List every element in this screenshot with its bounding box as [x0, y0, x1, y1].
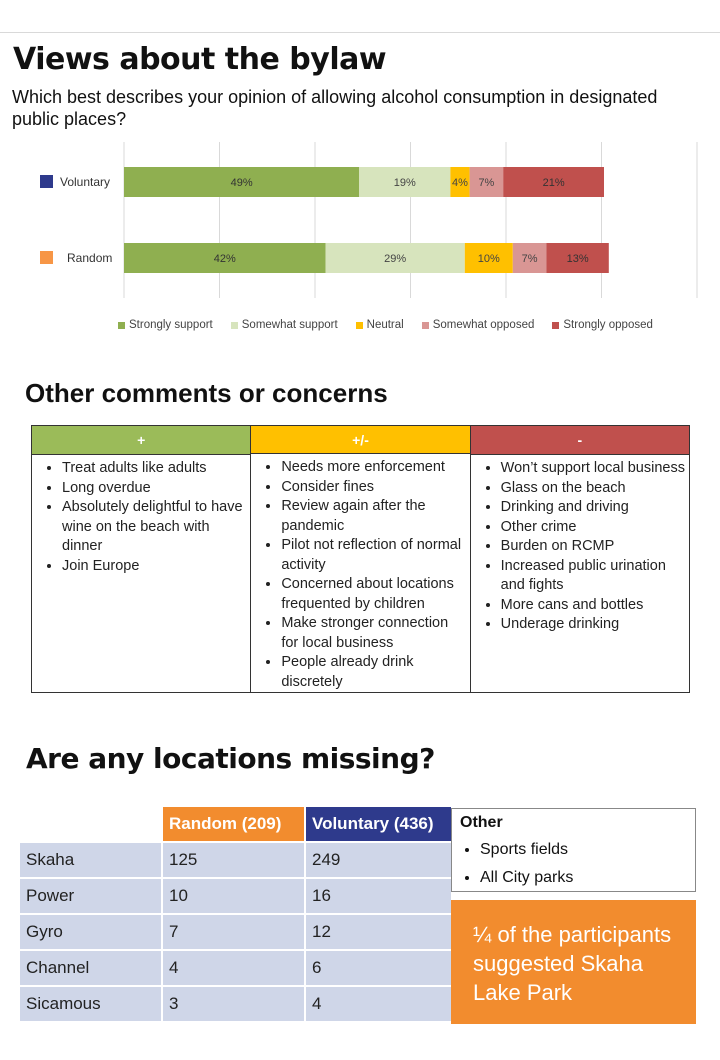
comments-column-negative	[471, 426, 689, 692]
table-row	[20, 843, 451, 879]
legend-swatch	[231, 322, 238, 329]
legend-item	[422, 319, 535, 331]
other-locations-box	[451, 808, 696, 892]
comment-item: • Won’t support local business	[501, 459, 685, 479]
column-header-negative: -	[471, 426, 689, 455]
voluntary-count-cell: 6	[306, 951, 451, 985]
comment-item: • More cans and bottles	[501, 596, 685, 616]
legend-label: Somewhat opposed	[432, 319, 535, 331]
other-title: Other	[460, 814, 503, 831]
legend-label: Strongly support	[129, 319, 213, 331]
other-location-item: • Sports fields	[480, 836, 687, 864]
legend-label: Somewhat support	[241, 319, 338, 331]
comments-title: Other comments or concerns	[25, 378, 388, 408]
table-row	[20, 879, 451, 915]
comment-item: • Burden on RCMP	[501, 537, 685, 557]
top-divider	[0, 32, 720, 33]
comments-column-positive	[32, 426, 251, 692]
data-label: 49%	[230, 177, 253, 189]
random-count-cell: 10	[163, 879, 304, 913]
legend-item	[552, 319, 653, 331]
legend-swatch	[118, 322, 125, 329]
location-name-cell: Gyro	[20, 915, 161, 949]
data-label: 13%	[566, 253, 589, 265]
comment-item: • Glass on the beach	[501, 479, 685, 499]
category-label: Voluntary	[60, 175, 111, 189]
legend-label: Neutral	[366, 319, 404, 331]
data-label: 42%	[213, 253, 236, 265]
table-corner	[20, 807, 161, 841]
column-header-mixed: +/-	[251, 426, 469, 454]
category-marker	[40, 175, 53, 188]
locations-table	[20, 807, 451, 1023]
voluntary-count-cell: 249	[306, 843, 451, 877]
location-name-cell: Power	[20, 879, 161, 913]
data-label: 21%	[542, 177, 565, 189]
legend-swatch	[422, 322, 429, 329]
locations-title: Are any locations missing?	[26, 742, 435, 775]
column-header-positive: +	[32, 426, 250, 455]
comment-item: • Concerned about locations frequented by children	[281, 575, 465, 614]
comment-item: • Join Europe	[62, 557, 246, 577]
survey-question: Which best describes your opinion of allowing alcohol consumption in designated public places?	[12, 87, 658, 129]
legend-swatch	[356, 322, 363, 329]
other-locations-list	[460, 836, 687, 892]
comment-item: • Pilot not reflection of normal activity	[281, 536, 465, 575]
random-count-cell: 7	[163, 915, 304, 949]
comment-item: • Absolutely delightful to have wine on the beach with dinner	[62, 498, 246, 557]
category-label: Random	[67, 251, 113, 265]
location-name-cell: Channel	[20, 951, 161, 985]
comment-item: • Consider fines	[281, 478, 465, 498]
header-voluntary: Voluntary (436)	[306, 807, 451, 841]
comment-item: • Drinking and driving	[501, 498, 685, 518]
comment-item: • Review again after the pandemic	[281, 497, 465, 536]
chart-legend	[118, 319, 653, 331]
table-row	[20, 951, 451, 987]
comments-column-mixed	[251, 426, 470, 692]
legend-item	[231, 319, 338, 331]
data-label: 7%	[521, 253, 538, 265]
comment-item: • Increased public urination and fights	[501, 557, 685, 596]
data-label: 29%	[384, 253, 407, 265]
data-label: 4%	[452, 177, 468, 189]
locations-table-body	[20, 843, 451, 1023]
comment-item: • Make stronger connection for local business	[281, 614, 465, 653]
other-location-item: • All City parks	[480, 864, 687, 892]
voluntary-count-cell: 12	[306, 915, 451, 949]
comment-item: • Treat adults like adults	[62, 459, 246, 479]
header-random: Random (209)	[163, 807, 304, 841]
voluntary-count-cell: 16	[306, 879, 451, 913]
location-name-cell: Skaha	[20, 843, 161, 877]
comment-item: • People already drink discretely	[281, 653, 465, 692]
voluntary-count-cell: 4	[306, 987, 451, 1021]
data-label: 10%	[477, 253, 500, 265]
mixed-comments-list	[251, 458, 469, 692]
comment-item: • Underage drinking	[501, 615, 685, 635]
legend-item	[356, 319, 404, 331]
category-marker	[40, 251, 53, 264]
comments-table	[31, 425, 690, 693]
data-label: 19%	[393, 177, 416, 189]
comment-item: • Long overdue	[62, 479, 246, 499]
legend-swatch	[552, 322, 559, 329]
page-title: Views about the bylaw	[13, 42, 387, 77]
comment-item: • Needs more enforcement	[281, 458, 465, 478]
table-row	[20, 987, 451, 1023]
random-count-cell: 3	[163, 987, 304, 1021]
comment-item: • Other crime	[501, 518, 685, 538]
opinion-stacked-bar-chart	[0, 140, 720, 310]
data-label: 7%	[478, 177, 495, 189]
negative-comments-list	[471, 459, 689, 635]
legend-label: Strongly opposed	[563, 319, 653, 331]
legend-item	[118, 319, 213, 331]
location-name-cell: Sicamous	[20, 987, 161, 1021]
random-count-cell: 4	[163, 951, 304, 985]
callout-box: ¼ of the participants suggested Skaha Lake Park	[451, 900, 696, 1024]
positive-comments-list	[32, 459, 250, 576]
random-count-cell: 125	[163, 843, 304, 877]
table-row	[20, 915, 451, 951]
